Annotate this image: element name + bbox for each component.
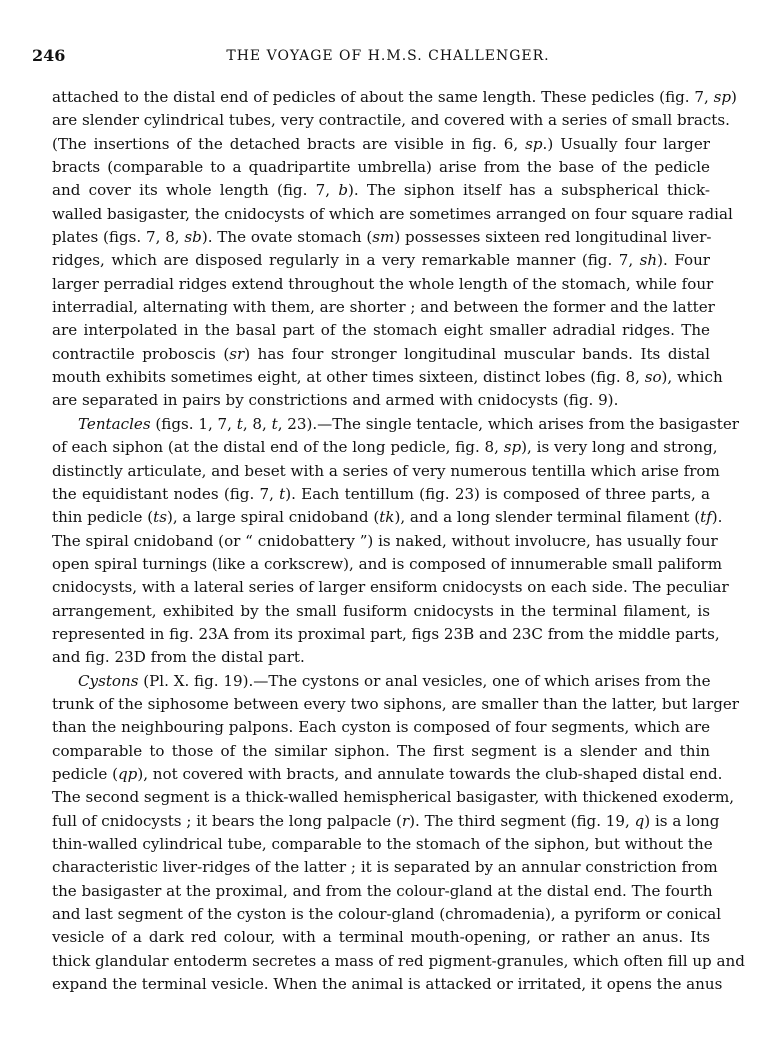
text-line (52, 763, 723, 786)
text-line (52, 366, 723, 389)
text-segment: and fig. 23D from the distal part. (52, 648, 305, 667)
italic-segment: sb (184, 228, 202, 247)
text-segment: represented in fig. 23A from its proximal part, figs 23B and 23C from the middle parts, (52, 624, 720, 643)
text-line (52, 623, 720, 646)
italic-segment: Cystons (78, 671, 139, 690)
text-line (52, 86, 737, 109)
text-segment: full of cnidocysts ; it bears the long palpacle ( (52, 811, 402, 830)
text-segment: ). Four (657, 251, 711, 270)
italic-segment: ts (153, 508, 167, 527)
text-line (52, 436, 718, 459)
italic-segment: b (338, 181, 348, 200)
text-segment: ) is a long (644, 811, 720, 830)
text-segment: (Pl. X. fig. 19).—The cystons or anal vesicles, one of which arises from the (138, 671, 711, 690)
text-line (52, 530, 718, 553)
text-line (52, 646, 710, 669)
text-line (52, 133, 710, 156)
text-segment: cnidocysts, with a lateral series of larger ensiform cnidocysts on each side. The peculiar (52, 578, 729, 597)
text-segment: ), which (661, 368, 723, 387)
text-segment: (figs. 1, 7, (150, 414, 237, 433)
text-segment: are interpolated in the basal part of the stomach eight smaller adradial ridges. The (52, 321, 710, 340)
text-line (52, 226, 710, 249)
text-line (52, 483, 710, 506)
text-segment: ), is very long and strong, (521, 438, 718, 457)
italic-segment: Tentacles (78, 414, 151, 433)
text-line (52, 810, 720, 833)
italic-segment: sp (525, 134, 543, 153)
italic-segment: sr (229, 344, 245, 363)
text-segment: than the neighbouring palpons. Each cyston is composed of four segments, which are (52, 718, 710, 737)
text-line (52, 460, 720, 483)
text-segment: characteristic liver-ridges of the latter ; it is separated by an annular constriction from (52, 858, 718, 877)
text-line (52, 296, 715, 319)
text-line (52, 553, 723, 576)
text-line (52, 973, 723, 996)
text-line (52, 249, 710, 272)
text-segment: larger perradial ridges extend throughout the whole length of the stomach, while four (52, 274, 714, 293)
text-segment: thin-walled cylindrical tube, comparable to the stomach of the siphon, but without the (52, 835, 713, 853)
text-line (52, 389, 710, 412)
italic-segment: t (236, 414, 243, 433)
text-segment: The spiral cnidoband (or “ cnidobattery ”) is naked, without involucre, has usually four (52, 531, 718, 550)
text-line (52, 716, 710, 739)
italic-segment: sm (372, 228, 395, 247)
text-segment: arrangement, exhibited by the small fusiform cnidocysts in the terminal filament, is (52, 601, 710, 620)
text-segment: contractile proboscis ( (52, 344, 230, 363)
text-segment: (The insertions of the detached bracts are visible in fig. 6, (52, 134, 526, 153)
text-segment: ). (711, 508, 723, 527)
text-segment: ). Each tentillum (fig. 23) is composed of three parts, a (285, 484, 710, 503)
text-line (52, 926, 710, 949)
text-segment: ) has four stronger longitudinal muscular bands. Its distal (244, 344, 710, 363)
text-segment: and last segment of the cyston is the colour-gland (chromadenia), a pyriform or conical (52, 905, 722, 924)
text-segment: walled basigaster, the cnidocysts of which are sometimes arranged on four square radial (52, 204, 733, 223)
text-segment: mouth exhibits sometimes eight, at other times sixteen, distinct lobes (fig. 8, (52, 368, 645, 387)
text-line (52, 903, 722, 926)
text-segment: attached to the distal end of pedicles of about the same length. These pedicles (fig. 7, (52, 88, 714, 106)
text-line (52, 740, 710, 763)
text-segment: ). The third segment (fig. 19, (409, 811, 635, 830)
text-segment: , 8, (242, 414, 272, 433)
italic-segment: r (401, 811, 410, 830)
text-line (52, 880, 713, 903)
text-segment: vesicle of a dark red colour, with a terminal mouth-opening, or rather an anus. Its (52, 928, 710, 947)
text-segment: ridges, which are disposed regularly in a very remarkable manner (fig. 7, (52, 251, 640, 270)
text-line (52, 319, 710, 342)
text-segment: of each siphon (at the distal end of the long pedicle, fig. 8, (52, 438, 504, 457)
text-line (52, 109, 730, 132)
italic-segment: tf (700, 508, 712, 527)
text-line (52, 950, 745, 973)
text-line (52, 156, 710, 179)
italic-segment: so (644, 368, 662, 387)
text-line (52, 856, 718, 879)
text-segment: distinctly articulate, and beset with a series of very numerous tentilla which arise from (52, 461, 720, 480)
text-line (52, 273, 714, 296)
text-line (52, 833, 713, 856)
italic-segment: tk (379, 508, 395, 527)
body-text (52, 86, 745, 996)
text-segment: ) (731, 88, 737, 106)
text-segment: are slender cylindrical tubes, very contractile, and covered with a series of small bracts. (52, 111, 730, 130)
text-segment: ), a large spiral cnidoband ( (166, 508, 380, 527)
text-segment: and cover its whole length (fig. 7, (52, 181, 339, 200)
text-line (52, 413, 739, 436)
text-line (52, 670, 710, 693)
italic-segment: t (279, 484, 286, 503)
italic-segment: qp (117, 764, 138, 783)
text-segment: pedicle ( (52, 764, 118, 783)
text-segment: ), and a long slender terminal filament ( (394, 508, 701, 527)
text-segment: open spiral turnings (like a corkscrew), and is composed of innumerable small paliform (52, 554, 723, 573)
text-line (52, 576, 729, 599)
page-number: 246 (32, 46, 66, 65)
running-title: THE VOYAGE OF H.M.S. CHALLENGER. (226, 48, 550, 64)
text-segment: The second segment is a thick-walled hemispherical basigaster, with thickened exoderm, (52, 788, 735, 807)
text-line (52, 786, 735, 809)
text-segment: .) Usually four larger (542, 134, 710, 153)
italic-segment: sp (503, 438, 522, 457)
page-header (0, 46, 776, 70)
text-segment: plates (figs. 7, 8, (52, 228, 185, 247)
text-segment: thin pedicle ( (52, 508, 154, 527)
italic-segment: t (271, 414, 278, 433)
text-line (52, 506, 723, 529)
text-segment: thick glandular entoderm secretes a mass of red pigment-granules, which often fill up and (52, 951, 745, 970)
text-segment: interradial, alternating with them, are shorter ; and between the former and the latter (52, 298, 715, 317)
italic-segment: sh (639, 251, 658, 270)
text-segment: trunk of the siphosome between every two siphons, are smaller than the latter, but larger (52, 694, 740, 713)
italic-segment: q (634, 811, 645, 830)
text-line (52, 343, 710, 366)
text-line (52, 693, 740, 716)
text-segment: the basigaster at the proximal, and from the colour-gland at the distal end. The fourth (52, 881, 713, 900)
text-segment: bracts (comparable to a quadripartite umbrella) arise from the base of the pedicle (52, 158, 710, 177)
text-segment: ). The ovate stomach ( (201, 228, 373, 247)
text-segment: are separated in pairs by constrictions and armed with cnidocysts (fig. 9). (52, 391, 619, 410)
italic-segment: sp (713, 88, 732, 106)
text-line (52, 179, 710, 202)
text-line (52, 203, 733, 226)
text-segment: ), not covered with bracts, and annulate towards the club-shaped distal end. (137, 764, 723, 783)
text-line (52, 600, 710, 623)
text-segment: , 23).—The single tentacle, which arises from the basigaster (277, 414, 739, 433)
text-segment: expand the terminal vesicle. When the animal is attacked or irritated, it opens the anus (52, 975, 723, 994)
text-segment: ) possesses sixteen red longitudinal liver- (394, 228, 712, 247)
text-segment: the equidistant nodes (fig. 7, (52, 484, 280, 503)
text-segment: comparable to those of the similar siphon. The first segment is a slender and thin (52, 741, 710, 760)
text-segment: ). The siphon itself has a subspherical thick- (347, 181, 710, 200)
